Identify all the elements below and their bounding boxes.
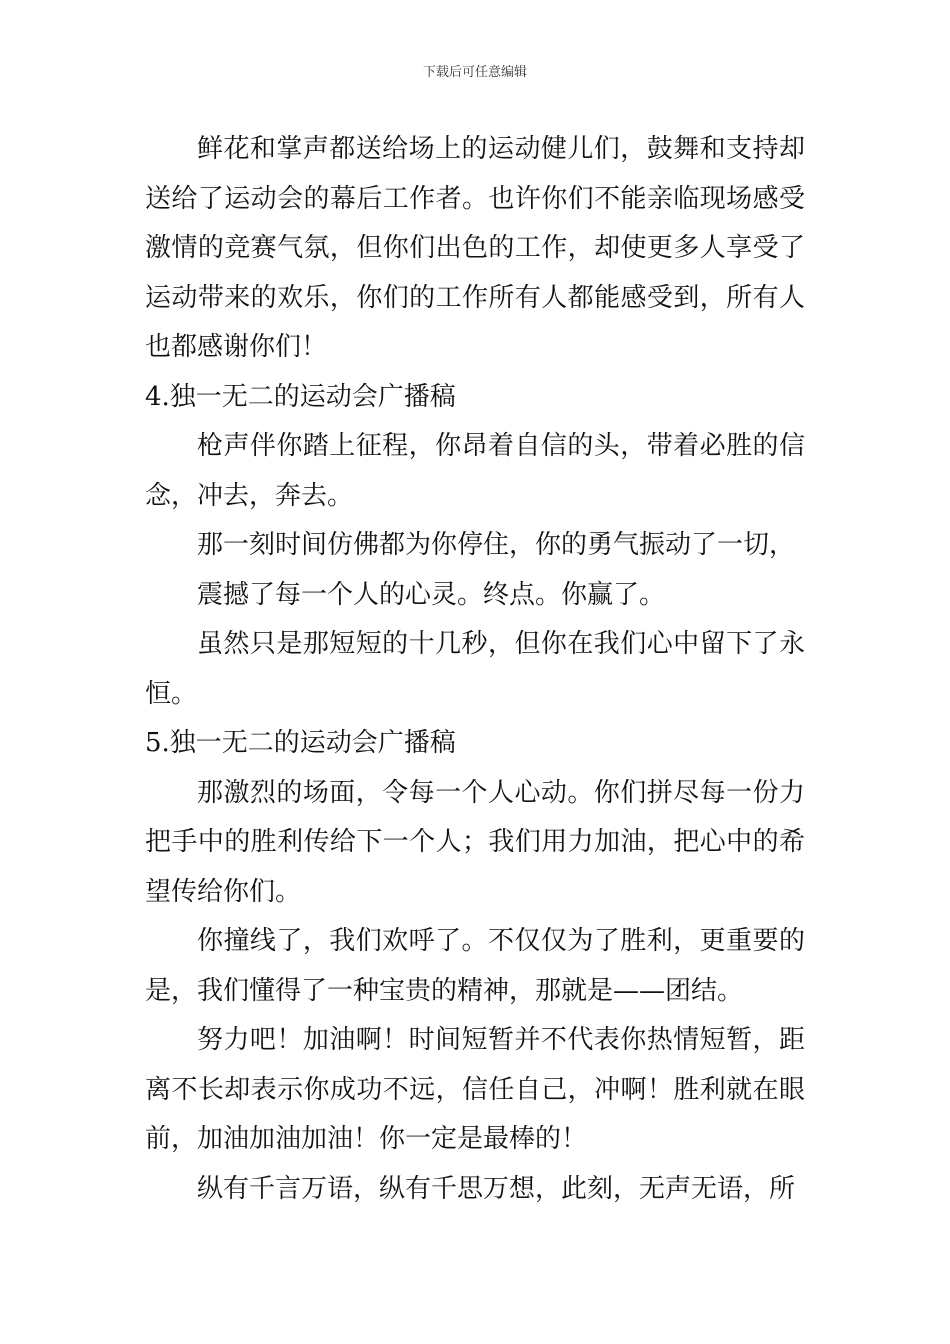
paragraph: 鲜花和掌声都送给场上的运动健儿们，鼓舞和支持却送给了运动会的幕后工作者。也许你们不能亲临现场感受激情的竞赛气氛，但你们出色的工作，却使更多人享受了运动带来的欢乐，你们的工作所有人都能感受到，所有人也都感谢你们！ xyxy=(145,134,805,362)
section-heading: 4.独一无二的运动会广播稿 xyxy=(145,381,456,412)
paragraph: 枪声伴你踏上征程，你昂着自信的头，带着必胜的信念，冲去，奔去。 xyxy=(145,431,805,511)
paragraph: 你撞线了，我们欢呼了。不仅仅为了胜利，更重要的是，我们懂得了一种宝贵的精神，那就是——团结。 xyxy=(145,926,805,1006)
page-header: 下载后可任意编辑 xyxy=(422,65,527,80)
paragraph: 虽然只是那短短的十几秒，但你在我们心中留下了永恒。 xyxy=(145,629,805,709)
paragraph: 震撼了每一个人的心灵。终点。你赢了。 xyxy=(197,579,666,610)
paragraph: 那一刻时间仿佛都为你停住，你的勇气振动了一切， xyxy=(197,530,796,560)
section-heading: 5.独一无二的运动会广播稿 xyxy=(145,728,456,758)
paragraph: 纵有千言万语，纵有千思万想，此刻，无声无语，所 xyxy=(197,1173,796,1204)
document-body xyxy=(145,125,805,1214)
paragraph: 那激烈的场面，令每一个人心动。你们拼尽每一份力把手中的胜利传给下一个人；我们用力加油，把心中的希望传给你们。 xyxy=(145,777,805,907)
paragraph: 努力吧！加油啊！时间短暂并不代表你热情短暂，距离不长却表示你成功不远，信任自己，冲啊！胜利就在眼前，加油加油加油！你一定是最棒的！ xyxy=(145,1025,805,1154)
